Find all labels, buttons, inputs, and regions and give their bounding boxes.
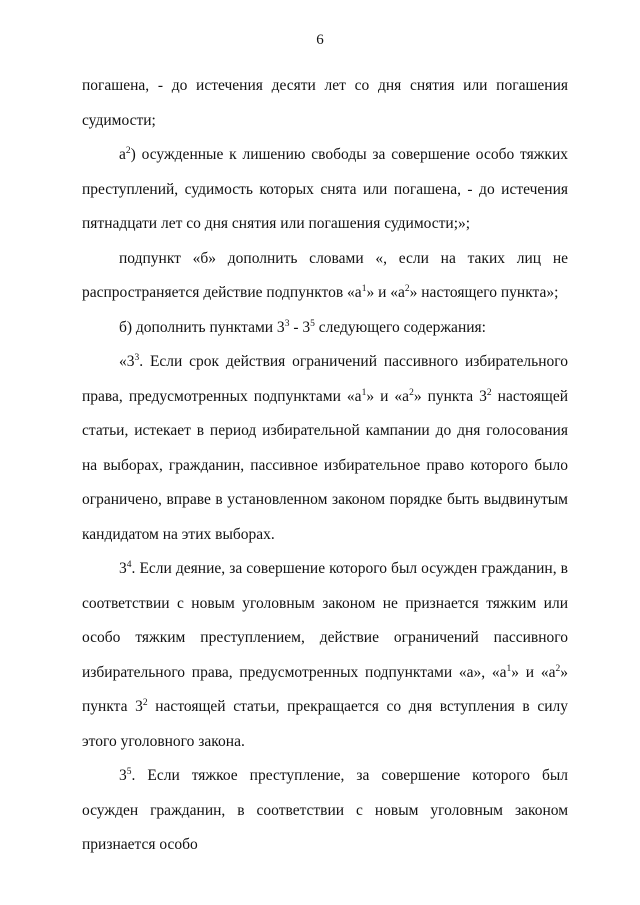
- text-run: погашена, - до истечения десяти лет со дня снятия или погашения судимости;: [82, 77, 568, 129]
- text-run: 3: [119, 560, 127, 577]
- superscript: 3: [284, 318, 290, 329]
- text-run: » и «а: [366, 284, 405, 301]
- superscript: 2: [555, 663, 561, 674]
- paragraph-p7: [82, 759, 568, 863]
- text-run: » пункта 3: [413, 387, 487, 405]
- superscript: 2: [409, 387, 414, 398]
- superscript: 2: [125, 146, 131, 156]
- text-run: » и «а: [511, 663, 556, 681]
- text-run: 3: [119, 767, 127, 784]
- text-run: . Если тяжкое преступление, за совершение которого был осужден гражданин, в соответствии с новым уголовным законом признается особо: [82, 767, 568, 853]
- text-run: ) осужденные к лишению свободы за совершение особо тяжких преступлений, судимость которых снята или погашена, - до истечения пятнадцати лет со дня снятия или погашения судимости;»;: [82, 146, 568, 232]
- paragraph-p2: [82, 138, 568, 242]
- superscript: 5: [310, 318, 315, 329]
- superscript: 3: [134, 353, 140, 363]
- paragraph-p1: [82, 69, 568, 138]
- paragraph-p3: [82, 242, 568, 311]
- superscript: 1: [506, 663, 512, 674]
- text-run: б) дополнить пунктами 3: [119, 318, 285, 336]
- paragraph-p5: [82, 345, 568, 552]
- text-run: настоящей статьи, истекает в период избирательной кампании до дня голосования на выборах, гражданин, пассивное избирательное право которого было ограничено, вправе в установленном законом порядке быть выдвинутым кандидатом на этих выборах.: [82, 387, 568, 543]
- text-run: - 3: [289, 318, 311, 336]
- document-body: [82, 69, 568, 863]
- text-run: . Если срок действия ограничений пассивного избирательного права, предусмотренных подпунктами «а: [82, 353, 568, 405]
- paragraph-p6: [82, 552, 568, 759]
- superscript: 5: [126, 767, 132, 777]
- superscript: 2: [486, 387, 492, 398]
- superscript: 2: [142, 698, 148, 708]
- text-run: подпункт «б» дополнить словами «, если на таких лиц не распространяется действие подпунктов «а: [82, 249, 568, 301]
- superscript: 2: [404, 284, 410, 294]
- text-run: » настоящего пункта»;: [409, 284, 559, 301]
- text-run: настоящей статьи, прекращается со дня вступления в силу этого уголовного закона.: [82, 698, 568, 750]
- text-run: а: [119, 146, 126, 163]
- superscript: 4: [126, 560, 132, 570]
- text-run: . Если деяние, за совершение которого был осужден гражданин, в соответствии с новым уголовным законом не признается тяжким или особо тяжким преступлением, действие ограничений пассивного избирательного права, предусмотренных подпунктами «а», «а: [82, 560, 568, 681]
- page-number: 6: [316, 32, 324, 48]
- text-run: «3: [119, 353, 135, 370]
- paragraph-p4: [82, 311, 568, 346]
- text-run: » и «а: [366, 387, 410, 405]
- superscript: 1: [361, 387, 367, 398]
- superscript: 1: [361, 284, 367, 294]
- text-run: следующего содержания:: [314, 318, 486, 336]
- text-run: » пункта 3: [82, 663, 568, 715]
